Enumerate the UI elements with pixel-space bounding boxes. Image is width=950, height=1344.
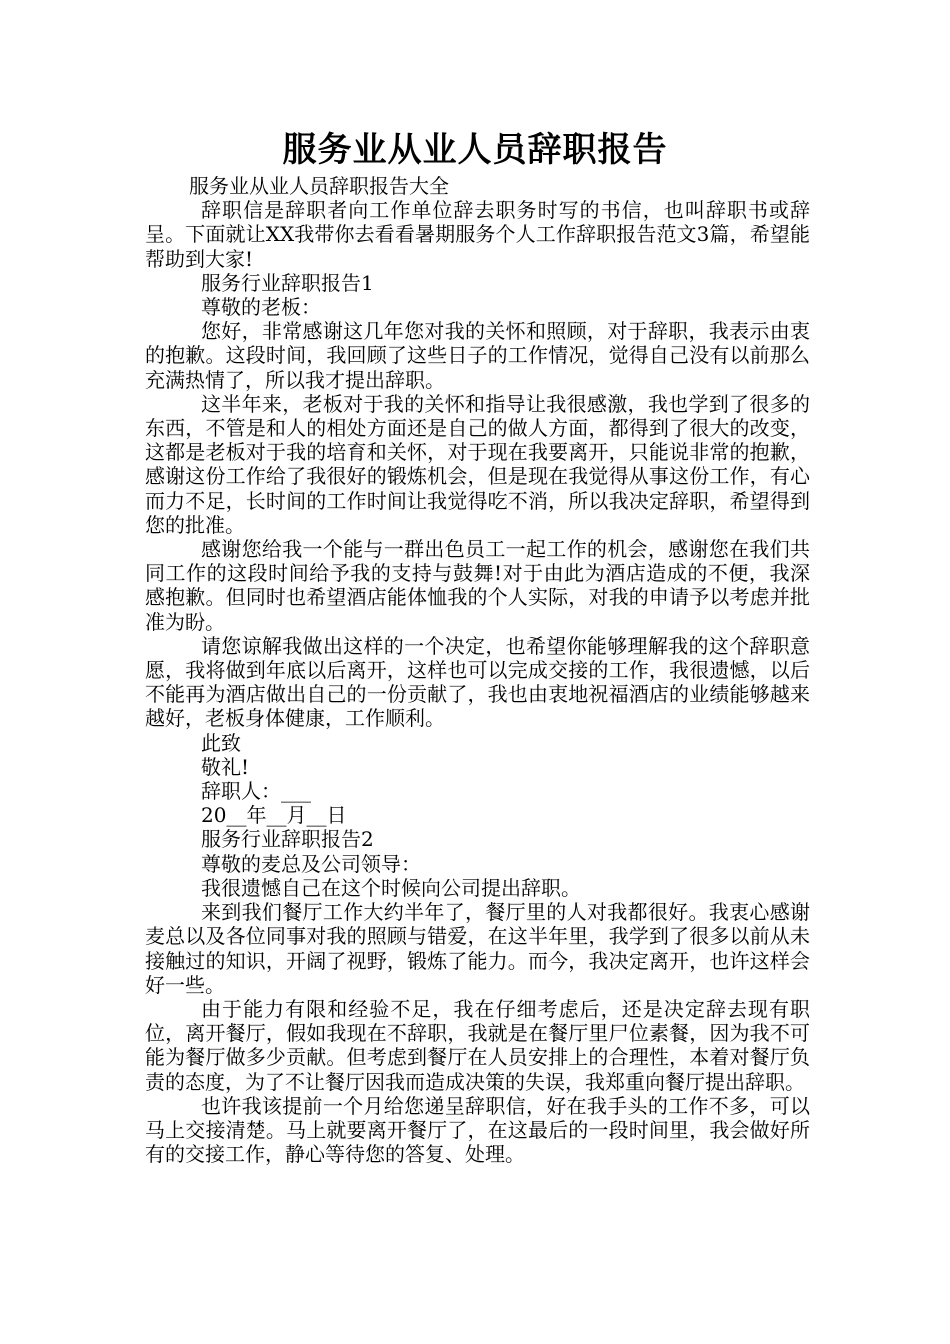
- body-paragraph: 也许我该提前一个月给您递呈辞职信，好在我手头的工作不多，可以马上交接清楚。马上就要离开餐厅了，在这最后的一段时间里，我会做好所有的交接工作，静心等待您的答复、处理。: [145, 1093, 810, 1167]
- body-paragraph: 这半年来，老板对于我的关怀和指导让我很感激，我也学到了很多的东西，不管是和人的相处方面还是自己的做人方面，都得到了很大的改变，这都是老板对于我的培育和关怀，对于现在我要离开，只能说非常的抱歉，感谢这份工作给了我很好的锻炼机会，但是现在我觉得从事这份工作，有心而力不足，长时间的工作时间让我觉得吃不消，所以我决定辞职，希望得到您的批准。: [145, 391, 810, 537]
- section-heading-1: 服务行业辞职报告1: [201, 270, 374, 295]
- closing-line: 敬礼!: [201, 754, 250, 779]
- intro-paragraph: 辞职信是辞职者向工作单位辞去职务时写的书信，也叫辞职书或辞呈。下面就让XX我带你去看看暑期服务个人工作辞职报告范文3篇，希望能帮助到大家!: [145, 198, 810, 271]
- document-title: 服务业从业人员辞职报告: [282, 130, 668, 170]
- section-heading-2: 服务行业辞职报告2: [201, 827, 374, 852]
- salutation-2: 尊敬的麦总及公司领导：: [201, 851, 421, 876]
- salutation-1: 尊敬的老板：: [201, 295, 321, 320]
- body-paragraph: 您好，非常感谢这几年您对我的关怀和照顾，对于辞职，我表示由衷的抱歉。这段时间，我回顾了这些日子的工作情况，觉得自己没有以前那么充满热情了，所以我才提出辞职。: [145, 319, 810, 392]
- body-paragraph: 我很遗憾自己在这个时候向公司提出辞职。: [201, 875, 581, 900]
- body-paragraph: 感谢您给我一个能与一群出色员工一起工作的机会，感谢您在我们共同工作的这段时间给予我的支持与鼓舞!对于由此为酒店造成的不便，我深感抱歉。但同时也希望酒店能体恤我的个人实际，对我的申请予以考虑并批准为盼。: [145, 537, 810, 634]
- signature-line: 辞职人：___: [201, 779, 311, 804]
- document-body: [145, 174, 810, 1166]
- date-line: 20__年__月__日: [201, 803, 347, 828]
- closing-line: 此致: [201, 730, 241, 755]
- body-paragraph: 来到我们餐厅工作大约半年了，餐厅里的人对我都很好。我衷心感谢麦总以及各位同事对我的照顾与错爱，在这半年里，我学到了很多以前从未接触过的知识，开阔了视野，锻炼了能力。而今，我决定离开，也许这样会好一些。: [145, 900, 810, 997]
- body-paragraph: 由于能力有限和经验不足，我在仔细考虑后，还是决定辞去现有职位，离开餐厅，假如我现在不辞职，我就是在餐厅里尸位素餐，因为我不可能为餐厅做多少贡献。但考虑到餐厅在人员安排上的合理性，本着对餐厅负责的态度，为了不让餐厅因我而造成决策的失误，我郑重向餐厅提出辞职。: [145, 996, 810, 1094]
- document-subtitle: 服务业从业人员辞职报告大全: [189, 174, 449, 198]
- body-paragraph: 请您谅解我做出这样的一个决定，也希望你能够理解我的这个辞职意愿，我将做到年底以后离开，这样也可以完成交接的工作，我很遗憾，以后不能再为酒店做出自己的一份贡献了，我也由衷地祝福酒店的业绩能够越来越好，老板身体健康，工作顺利。: [145, 633, 810, 731]
